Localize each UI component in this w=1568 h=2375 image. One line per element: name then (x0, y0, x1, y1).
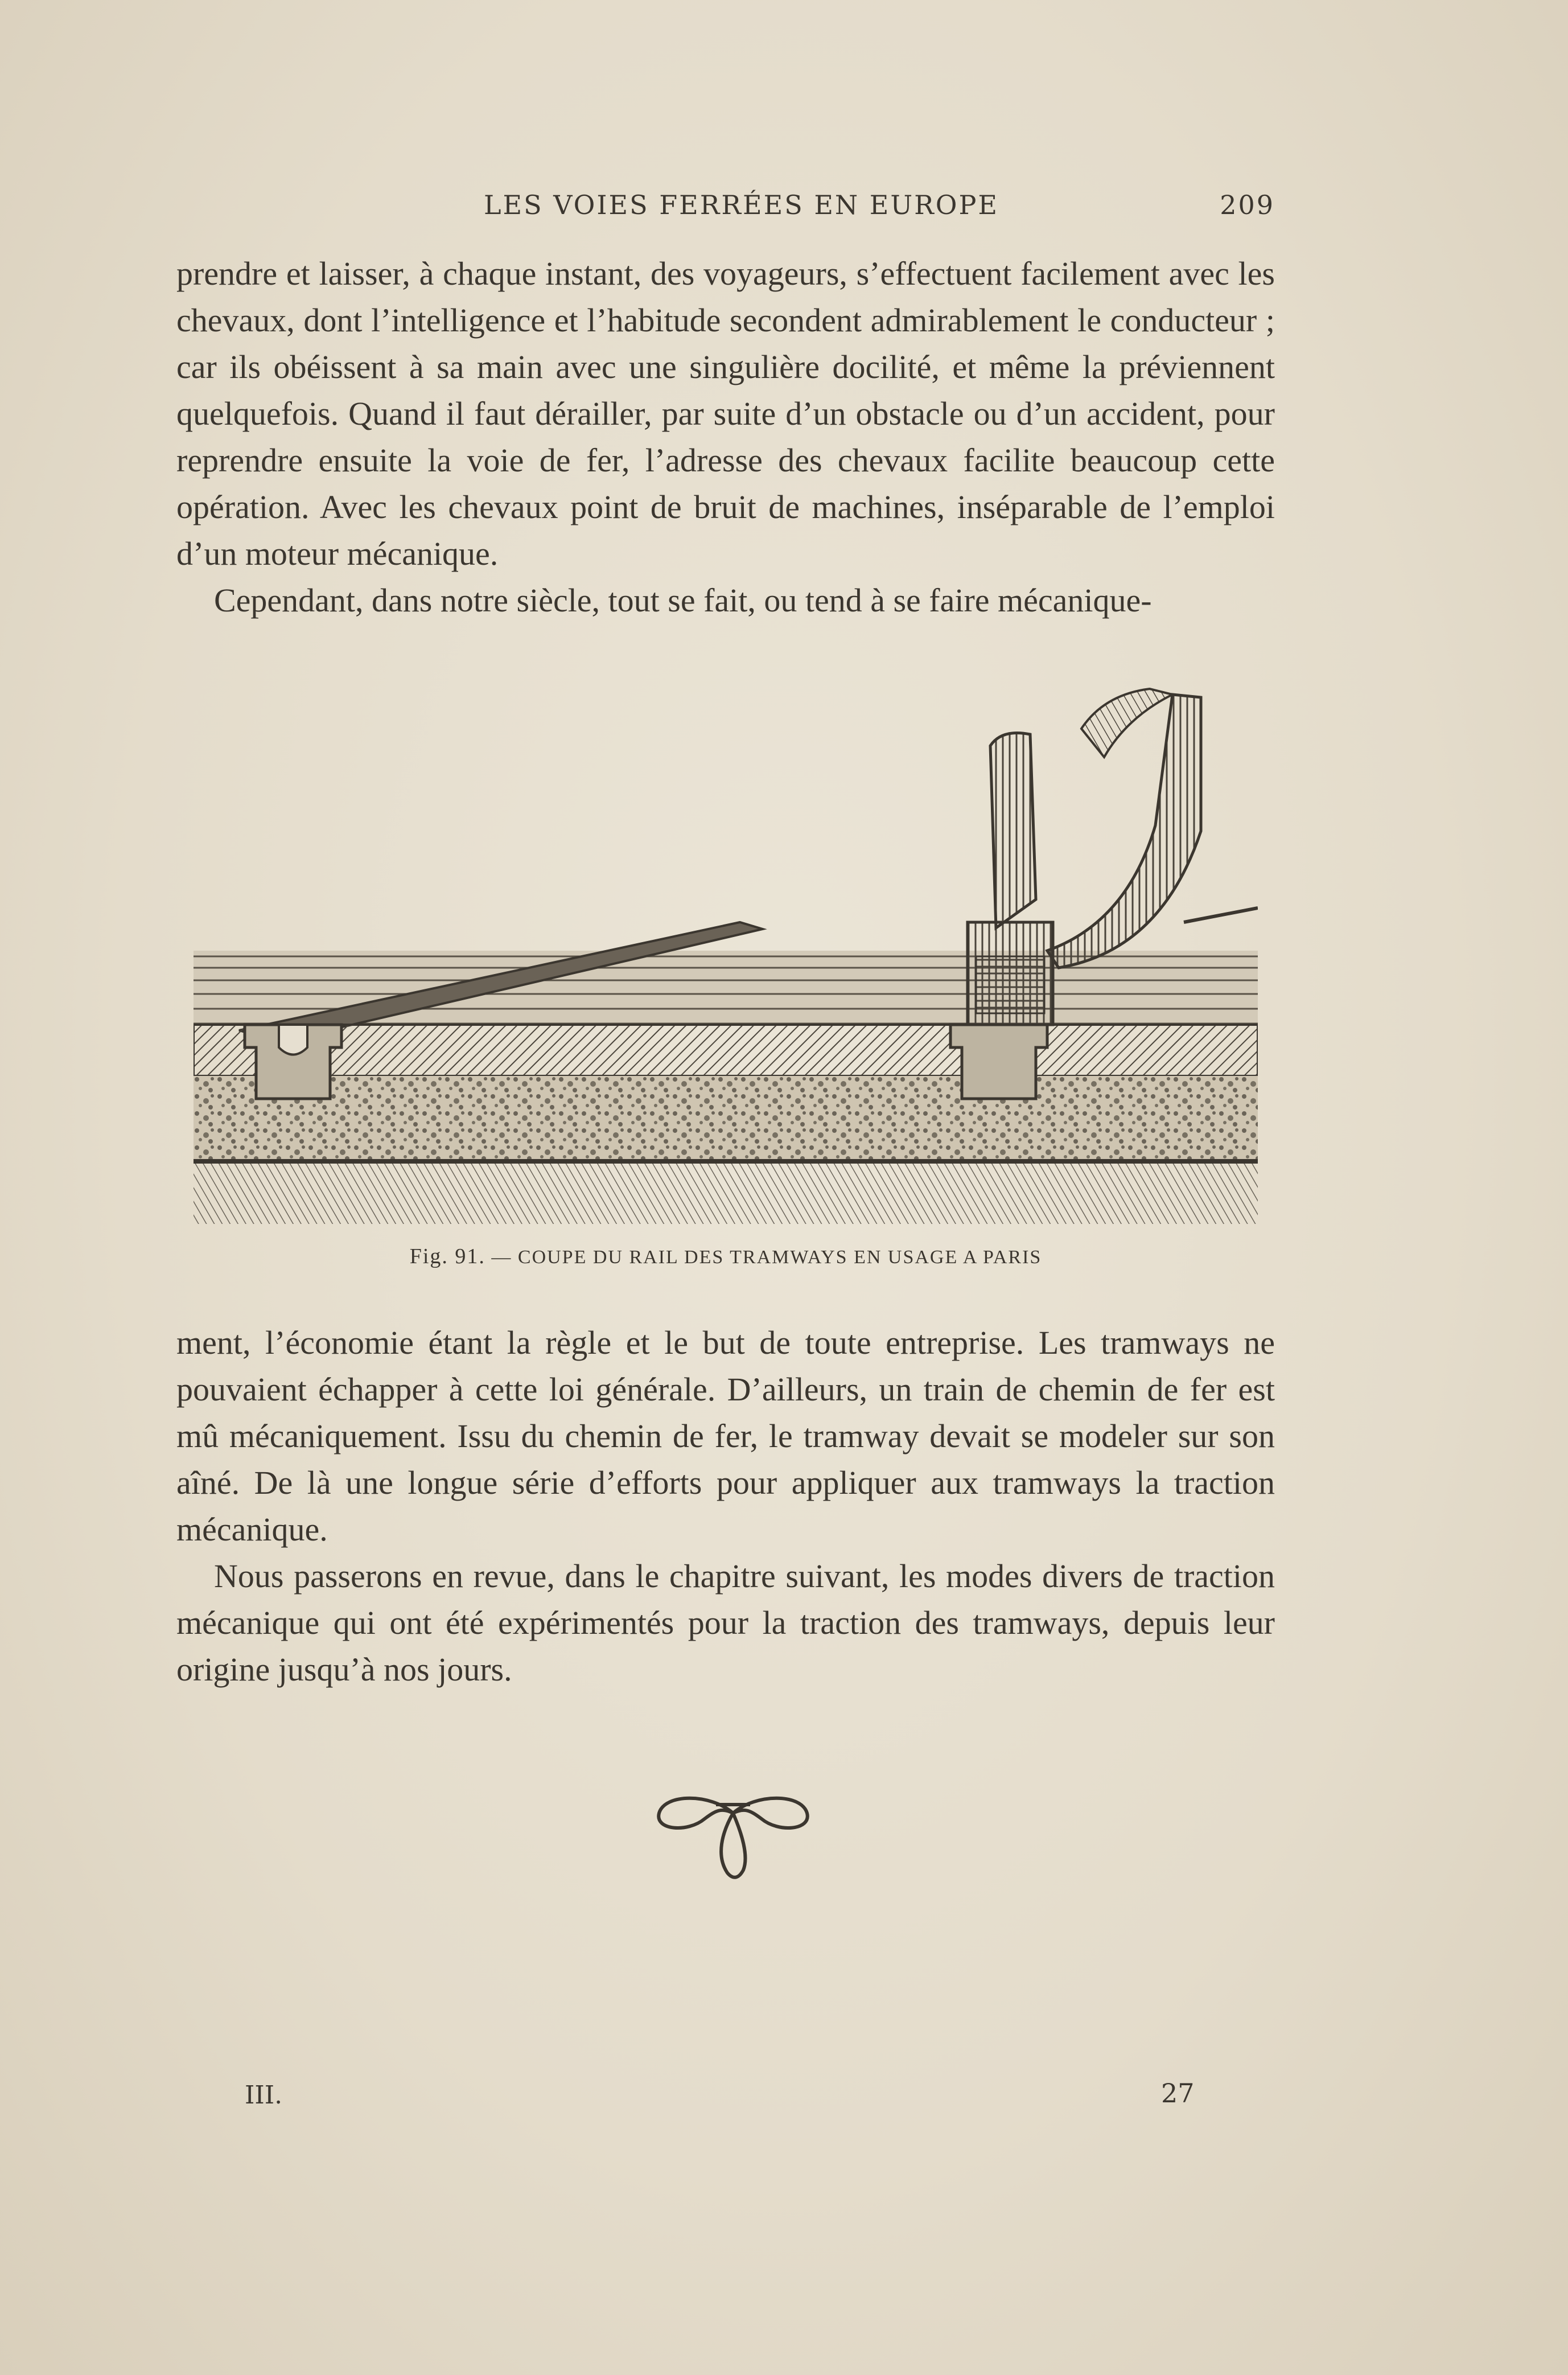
text-block-bottom (176, 1320, 1275, 1693)
paragraph: Nous passerons en revue, dans le chapitre suivant, les modes divers de traction mécanique qui ont été expérimentés pour la traction des tramways, depuis leur origine jusqu’à nos jours. (176, 1558, 1275, 1688)
page-number: 209 (1220, 190, 1275, 220)
paving-stones-front (194, 1025, 1258, 1076)
paragraph: ment, l’économie étant la règle et le but de toute entreprise. Les tramways ne pouvaient échapper à cette loi générale. D’ailleurs, un train de chemin de fer est mû mécaniquement. Issu du chemin de fer, le tramway devait se modeler sur son aîné. De là une longue série d’efforts pour appliquer aux tramways la traction mécanique. (176, 1324, 1275, 1548)
left-rail-section (245, 1025, 341, 1099)
rail-cross-section-illustration (194, 683, 1258, 1224)
figure-caption-text: — COUPE DU RAIL DES TRAMWAYS EN USAGE A PARIS (491, 1247, 1042, 1268)
text-block-top (176, 250, 1275, 624)
paragraph: prendre et laisser, à chaque instant, des voyageurs, s’effectuent facilement avec les chevaux, dont l’intelligence et l’habitude secondent admirablement le conducteur ; car ils obéissent à sa main avec une singulière docilité, et même la préviennent quelquefois. Quand il faut dérailler, par suite d’un obstacle ou d’un accident, pour reprendre ensuite la voie de fer, l’adresse des chevaux facilite beaucoup cette opération. Avec les chevaux point de bruit de machines, inséparable de l’emploi d’un moteur mécanique. (176, 255, 1275, 572)
running-head (176, 190, 1275, 224)
earth-layer (194, 1161, 1258, 1224)
signature-mark: III. (245, 2081, 283, 2110)
sheet-number: 27 (1161, 2078, 1195, 2109)
running-title: LES VOIES FERRÉES EN EUROPE (484, 190, 999, 220)
figure-label: Fig. 91. (409, 1244, 485, 1268)
paragraph: Cependant, dans notre siècle, tout se fait, ou tend à se faire mécanique- (214, 582, 1152, 619)
figure-caption (176, 1244, 1275, 1269)
ornament-icon (648, 1782, 818, 1884)
